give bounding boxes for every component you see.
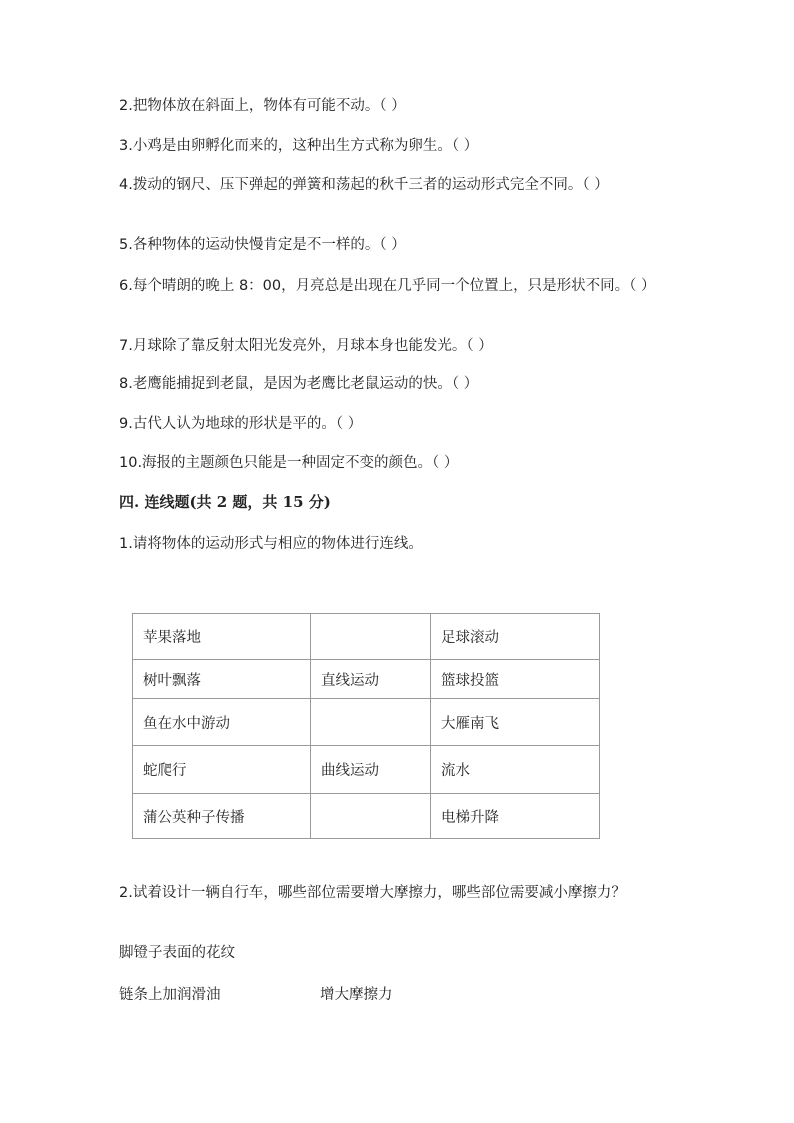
table-cell: 树叶飘落 xyxy=(133,660,311,699)
option-increase-friction: 增大摩擦力 xyxy=(320,987,393,1003)
section-4-heading: 四. 连线题(共 2 题，共 15 分) xyxy=(119,493,331,511)
question-9: 9.古代人认为地球的形状是平的。（ ） xyxy=(119,416,363,432)
table-cell: 蒲公英种子传播 xyxy=(133,794,311,839)
matching-question-1: 1.请将物体的运动形式与相应的物体进行连线。 xyxy=(119,536,423,552)
table-cell: 篮球投篮 xyxy=(431,660,600,699)
table-cell xyxy=(311,699,431,746)
question-8: 8.老鹰能捕捉到老鼠，是因为老鹰比老鼠运动的快。（ ） xyxy=(119,376,479,392)
table-cell: 流水 xyxy=(431,746,600,794)
question-3: 3.小鸡是由卵孵化而来的，这种出生方式称为卵生。（ ） xyxy=(119,138,479,154)
matching-table xyxy=(132,613,600,839)
table-cell: 蛇爬行 xyxy=(133,746,311,794)
table-row xyxy=(133,746,600,794)
option-chain-oil: 链条上加润滑油 xyxy=(119,987,221,1003)
question-7: 7.月球除了靠反射太阳光发亮外，月球本身也能发光。（ ） xyxy=(119,338,493,354)
table-cell xyxy=(311,794,431,839)
table-cell: 鱼在水中游动 xyxy=(133,699,311,746)
table-cell: 足球滚动 xyxy=(431,614,600,660)
table-cell: 大雁南飞 xyxy=(431,699,600,746)
table-cell xyxy=(311,614,431,660)
table-row xyxy=(133,660,600,699)
table-cell: 曲线运动 xyxy=(311,746,431,794)
matching-question-2: 2.试着设计一辆自行车，哪些部位需要增大摩擦力，哪些部位需要减小摩擦力？ xyxy=(119,885,626,901)
table-row xyxy=(133,614,600,660)
question-4: 4.拨动的钢尺、压下弹起的弹簧和荡起的秋千三者的运动形式完全不同。（ ） xyxy=(119,177,609,193)
table-cell: 直线运动 xyxy=(311,660,431,699)
question-5: 5.各种物体的运动快慢肯定是不一样的。（ ） xyxy=(119,237,406,253)
table-cell: 电梯升降 xyxy=(431,794,600,839)
question-2: 2.把物体放在斜面上，物体有可能不动。（ ） xyxy=(119,98,406,114)
table-cell: 苹果落地 xyxy=(133,614,311,660)
table-row xyxy=(133,794,600,839)
question-10: 10.海报的主题颜色只能是一种固定不变的颜色。（ ） xyxy=(119,455,459,471)
option-pedal-texture: 脚镫子表面的花纹 xyxy=(119,945,235,961)
table-row xyxy=(133,699,600,746)
question-6: 6.每个晴朗的晚上 8：00，月亮总是出现在几乎同一个位置上，只是形状不同。（ ） xyxy=(119,278,656,294)
